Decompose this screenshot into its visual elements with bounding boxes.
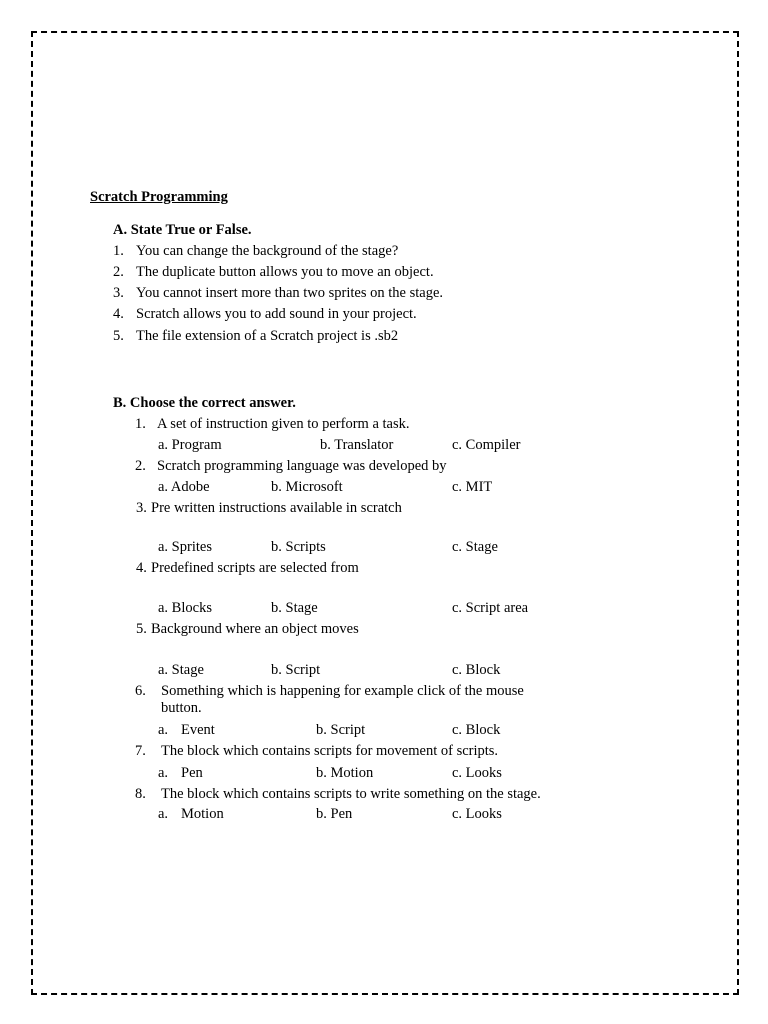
section-a-item-text: The file extension of a Scratch project is .sb2: [136, 328, 399, 344]
option-c: c. Block: [452, 662, 501, 678]
option-a: a. Sprites: [158, 539, 212, 555]
option-b: b. Microsoft: [271, 479, 343, 495]
question-text: Predefined scripts are selected from: [151, 560, 359, 576]
option-c: c. Block: [452, 722, 501, 738]
question-text: Pre written instructions available in scratch: [151, 500, 402, 516]
question-text: Something which is happening for example click of the mouse: [161, 683, 524, 699]
option-a: a. Program: [158, 437, 222, 453]
option-b: b. Stage: [271, 600, 318, 616]
option-a-text: Pen: [181, 765, 203, 781]
section-a-item-text: You cannot insert more than two sprites on the stage.: [136, 285, 444, 301]
option-b: b. Script: [316, 722, 366, 738]
section-a-item-text: You can change the background of the stage?: [136, 243, 399, 259]
question-text: The block which contains scripts for movement of scripts.: [161, 743, 499, 759]
option-b: b. Translator: [320, 437, 394, 453]
question-text: Background where an object moves: [151, 621, 359, 637]
option-a-text: Event: [181, 722, 215, 738]
question-number: 6.: [135, 683, 146, 699]
section-a-item-text: The duplicate button allows you to move an object.: [136, 264, 434, 280]
question-number: 3.: [136, 500, 147, 516]
option-b: b. Script: [271, 662, 321, 678]
option-c: c. Script area: [452, 600, 529, 616]
option-a: a. Blocks: [158, 600, 212, 616]
option-c: c. Looks: [452, 765, 502, 781]
section-b-heading: B. Choose the correct answer.: [113, 395, 296, 411]
section-a-item-text: Scratch allows you to add sound in your project.: [136, 306, 417, 322]
option-c: c. Stage: [452, 539, 498, 555]
section-a-item-number: 3.: [113, 285, 124, 301]
option-a-label: a.: [158, 806, 169, 822]
option-b: b. Motion: [316, 765, 374, 781]
question-number: 4.: [136, 560, 147, 576]
question-text-continued: button.: [161, 700, 202, 716]
question-text: The block which contains scripts to write something on the stage.: [161, 786, 541, 802]
option-c: c. MIT: [452, 479, 493, 495]
question-number: 5.: [136, 621, 147, 637]
option-a: a. Stage: [158, 662, 204, 678]
question-number: 7.: [135, 743, 146, 759]
option-b: b. Scripts: [271, 539, 326, 555]
question-number: 2.: [135, 458, 146, 474]
section-a-item-number: 2.: [113, 264, 124, 280]
section-a-item-number: 1.: [113, 243, 124, 259]
option-a-label: a.: [158, 765, 169, 781]
question-number: 8.: [135, 786, 146, 802]
option-b: b. Pen: [316, 806, 353, 822]
section-a-item-number: 5.: [113, 328, 124, 344]
section-a-heading: A. State True or False.: [113, 222, 252, 238]
option-c: c. Looks: [452, 806, 502, 822]
document-title: Scratch Programming: [90, 189, 228, 205]
section-a-item-number: 4.: [113, 306, 124, 322]
option-a-text: Motion: [181, 806, 224, 822]
question-number: 1.: [135, 416, 146, 432]
question-text: Scratch programming language was developed by: [157, 458, 447, 474]
option-a-label: a.: [158, 722, 169, 738]
option-a: a. Adobe: [158, 479, 210, 495]
question-text: A set of instruction given to perform a task.: [157, 416, 410, 432]
option-c: c. Compiler: [452, 437, 521, 453]
